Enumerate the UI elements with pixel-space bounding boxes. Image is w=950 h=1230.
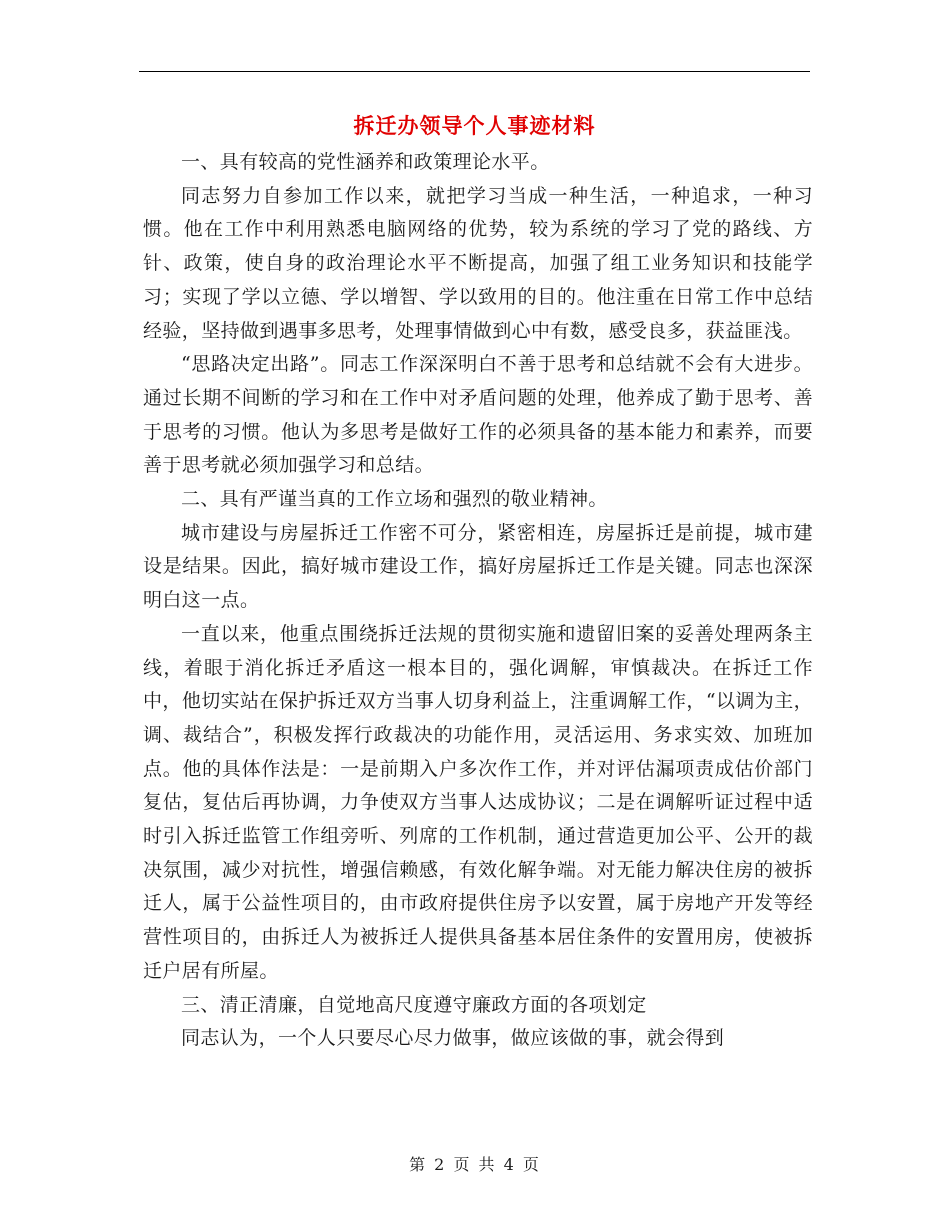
document-title: 拆迁办领导个人事迹材料 xyxy=(353,113,596,138)
paragraph-heading-2: 二、具有严谨当真的工作立场和强烈的敬业精神。 xyxy=(181,488,608,511)
paragraph: 同志认为，一个人只要尽心尽力做事，做应该做的事，就会得到 xyxy=(181,1027,725,1050)
paragraph: “思路决定出路”。同志工作深深明白不善于思考和总结就不会有大进步。通过长期不间断的学习和在工作中对矛盾问题的处理，他养成了勤于思考、善于思考的习惯。他认为多思考是做好工作的必须具备的基本能力和素养，而要善于思考就必须加强学习和总结。 xyxy=(143,353,813,477)
paragraph: 城市建设与房屋拆迁工作密不可分，紧密相连，房屋拆迁是前提，城市建设是结果。因此，搞好城市建设工作，搞好房屋拆迁工作是关键。同志也深深明白这一点。 xyxy=(143,521,813,612)
header-rule xyxy=(139,71,810,72)
paragraph: 同志努力自参加工作以来，就把学习当成一种生活，一种追求，一种习惯。他在工作中利用熟悉电脑网络的优势，较为系统的学习了党的路线、方针、政策，使自身的政治理论水平不断提高，加强了组工业务知识和技能学习；实现了学以立德、学以增智、学以致用的目的。他注重在日常工作中总结经验，坚持做到遇事多思考，处理事情做到心中有数，感受良多，获益匪浅。 xyxy=(143,184,813,342)
paragraph-heading-1: 一、具有较高的党性涵养和政策理论水平。 xyxy=(181,151,550,173)
paragraph: 一直以来，他重点围绕拆迁法规的贯彻实施和遗留旧案的妥善处理两条主线，着眼于消化拆迁矛盾这一根本目的，强化调解，审慎裁决。在拆迁工作中，他切实站在保护拆迁双方当事人切身利益上，注重调解工作，“以调为主，调、裁结合”，积极发挥行政裁决的功能作用，灵活运用、务求实效、加班加点。他的具体作法是：一是前期入户多次作工作，并对评估漏项责成估价部门复估，复估后再协调，力争使双方当事人达成协议；二是在调解听证过程中适时引入拆迁监管工作组旁听、列席的工作机制，通过营造更加公平、公开的裁决氛围，减少对抗性，增强信赖感，有效化解争端。对无能力解决住房的被拆迁人，属于公益性项目的，由市政府提供住房予以安置，属于房地产开发等经营性项目的，由拆迁人为被拆迁人提供具备基本居住条件的安置用房，使被拆迁户居有所屋。 xyxy=(143,622,813,982)
document-body xyxy=(143,146,813,1056)
page-number-footer: 第 2 页 共 4 页 xyxy=(409,1155,541,1174)
paragraph-heading-3: 三、清正清廉，自觉地高尺度遵守廉政方面的各项划定 xyxy=(181,993,647,1016)
